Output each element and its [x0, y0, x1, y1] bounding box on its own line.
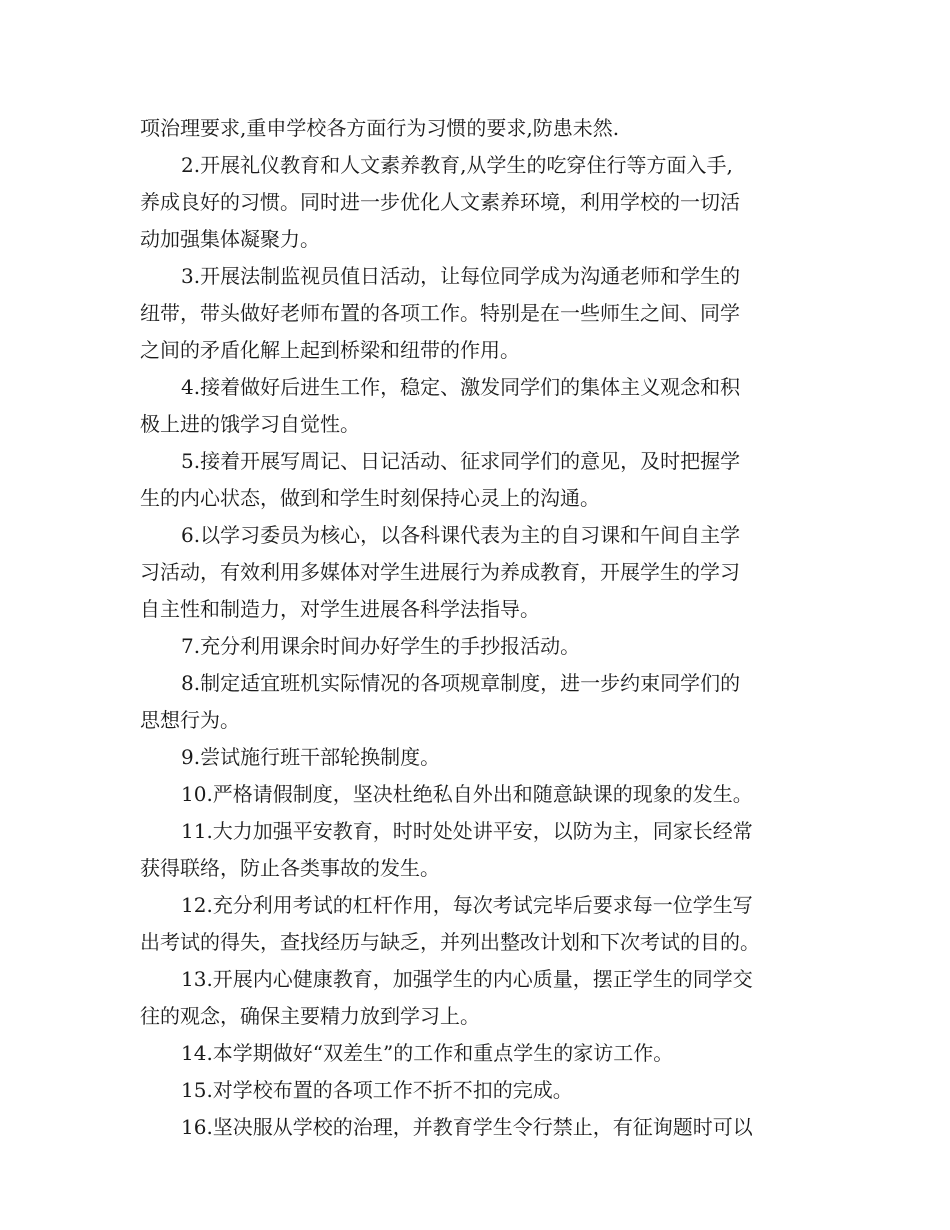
text-line: 2.开展礼仪教育和人文素养教育,从学生的吃穿住行等方面入手, [181, 153, 733, 177]
text-line: 思想行为。 [140, 708, 240, 732]
text-line: 8.制定适宜班机实际情况的各项规章制度，进一步约束同学们的 [181, 671, 741, 695]
text-line: 项治理要求,重申学校各方面行为习惯的要求,防患未然. [140, 116, 620, 140]
text-line: 15.对学校布置的各项工作不折不扣的完成。 [181, 1078, 573, 1102]
text-line: 养成良好的习惯。同时进一步优化人文素养环境，利用学校的一切活 [140, 190, 740, 214]
text-line: 6.以学习委员为核心，以各科课代表为主的自习课和午间自主学 [181, 523, 741, 547]
text-line: 生的内心状态，做到和学生时刻保持心灵上的沟通。 [140, 486, 600, 510]
text-line: 习活动，有效利用多媒体对学生进展行为养成教育，开展学生的学习 [140, 560, 740, 584]
text-line: 9.尝试施行班干部轮换制度。 [181, 745, 441, 769]
text-line: 之间的矛盾化解上起到桥梁和纽带的作用。 [140, 338, 520, 362]
text-line: 12.充分利用考试的杠杆作用，每次考试完毕后要求每一位学生写 [181, 893, 753, 917]
text-line: 往的观念，确保主要精力放到学习上。 [140, 1004, 480, 1028]
text-line: 13.开展内心健康教育，加强学生的内心质量，摆正学生的同学交 [181, 967, 753, 991]
text-line: 7.充分利用课余时间办好学生的手抄报活动。 [181, 634, 581, 658]
text-line: 11.大力加强平安教育，时时处处讲平安，以防为主，同家长经常 [181, 819, 753, 843]
text-line: 10.严格请假制度，坚决杜绝私自外出和随意缺课的现象的发生。 [181, 782, 753, 806]
text-line: 16.坚决服从学校的治理，并教育学生令行禁止，有征询题时可以 [181, 1115, 753, 1139]
text-line: 极上进的饿学习自觉性。 [140, 412, 360, 436]
text-line: 动加强集体凝聚力。 [140, 227, 320, 251]
text-line: 5.接着开展写周记、日记活动、征求同学们的意见，及时把握学 [181, 449, 741, 473]
text-line: 14.本学期做好“双差生”的工作和重点学生的家访工作。 [181, 1041, 674, 1065]
text-line: 3.开展法制监视员值日活动，让每位同学成为沟通老师和学生的 [181, 264, 741, 288]
document-body [140, 110, 812, 1146]
text-line: 4.接着做好后进生工作，稳定、激发同学们的集体主义观念和积 [181, 375, 741, 399]
text-line: 获得联络，防止各类事故的发生。 [140, 856, 440, 880]
text-line: 自主性和制造力，对学生进展各科学法指导。 [140, 597, 540, 621]
text-line: 纽带，带头做好老师布置的各项工作。特别是在一些师生之间、同学 [140, 301, 740, 325]
text-line: 出考试的得失，查找经历与缺乏，并列出整改计划和下次考试的目的。 [140, 930, 760, 954]
